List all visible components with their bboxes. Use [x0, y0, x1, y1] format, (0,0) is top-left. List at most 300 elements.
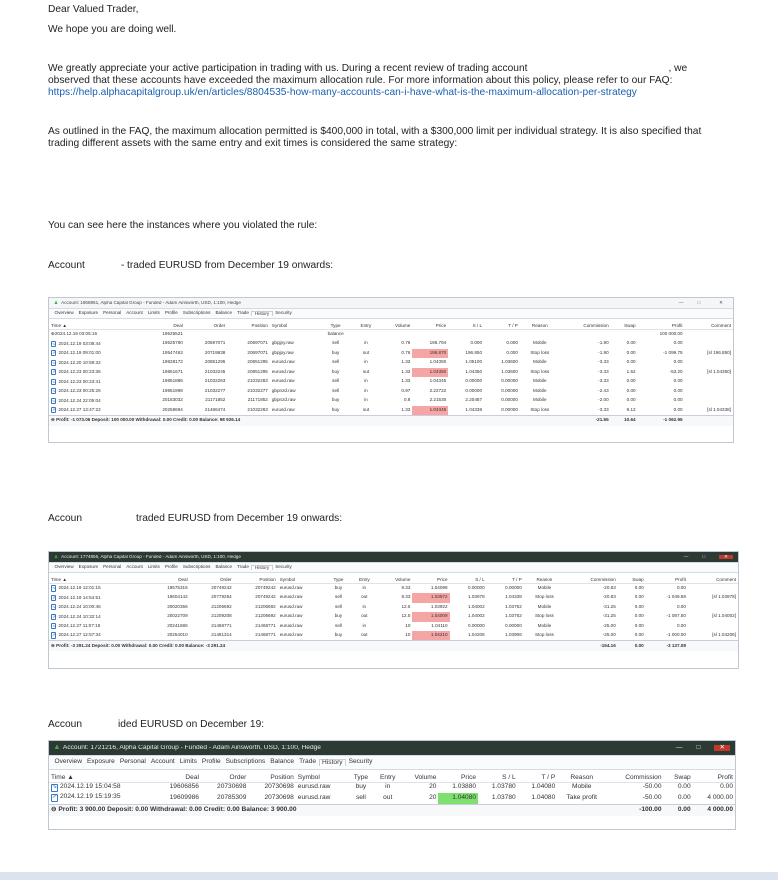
cell-order: 20749242 — [211, 585, 232, 591]
cell-type: sell — [332, 387, 340, 393]
cell-tp: 1.03906 — [505, 632, 522, 638]
cell-profit: -1 000.00 — [666, 632, 686, 638]
summary-swap: 0.00 — [664, 804, 693, 816]
table-row[interactable] — [49, 782, 735, 793]
summary-comment — [685, 415, 733, 426]
minimize-icon[interactable]: — — [678, 299, 684, 305]
table-row[interactable] — [49, 593, 738, 603]
col-header-time[interactable]: Time ▲ — [49, 770, 154, 782]
window-titlebar — [49, 298, 733, 309]
cell-comment — [685, 330, 733, 340]
cell-tp: 1.03600 — [501, 368, 518, 374]
tab-limits[interactable]: Limits — [147, 310, 160, 316]
tab-account[interactable]: Account — [126, 310, 143, 316]
col-header-time[interactable]: Time ▲ — [49, 573, 146, 584]
col-header-profit[interactable]: Profit — [646, 573, 688, 584]
col-header-comment[interactable]: Comment — [685, 319, 733, 330]
tab-account[interactable]: Account — [150, 758, 175, 766]
cell-swap: 0.00 — [634, 622, 644, 628]
cell-commission: -2.43 — [598, 387, 609, 393]
cell-entry: out — [362, 406, 370, 412]
cell-profit: 0.00 — [673, 378, 683, 384]
cell-entry: in — [362, 585, 367, 591]
cell-swap: 0.00 — [626, 359, 636, 365]
col-header-reason[interactable]: Reason — [557, 770, 606, 782]
cell-commission: -25.00 — [602, 622, 616, 628]
summary-profit: -3 137.08 — [646, 641, 688, 652]
tab-personal[interactable]: Personal — [103, 564, 122, 570]
table-row[interactable] — [49, 339, 733, 349]
cell-time — [49, 782, 154, 793]
col-header-time[interactable]: Time ▲ — [49, 319, 142, 330]
col-header-deal[interactable]: Deal — [154, 770, 201, 782]
tab-balance[interactable]: Balance — [215, 310, 233, 316]
window-controls — [679, 301, 728, 306]
cell-type: sell — [335, 622, 342, 628]
cell-position: 20851295 — [247, 359, 268, 365]
cell-position: 21032263 — [247, 406, 268, 412]
tab-overview[interactable]: Overview — [54, 564, 74, 570]
cell-entry: in — [364, 387, 368, 393]
cell-commission — [560, 330, 611, 340]
cell-reason: Mobile — [533, 378, 547, 384]
col-header-volume[interactable]: Volume — [379, 319, 413, 330]
account1-label: Account — [48, 260, 85, 271]
cell-symbol: eurusd.raw — [271, 359, 295, 365]
deal-out-icon: ⇗ — [52, 350, 56, 356]
col-header-sl[interactable]: S / L — [478, 770, 518, 782]
col-header-swap[interactable]: Swap — [664, 770, 693, 782]
cell-entry: out — [383, 793, 393, 801]
cell-sl — [448, 330, 484, 340]
cell-commission: -3.33 — [598, 406, 609, 412]
cell-volume: 0.8 — [403, 397, 411, 403]
col-header-reason[interactable]: Reason — [520, 319, 560, 330]
cell-reason: Mobile — [533, 397, 547, 403]
cell-type: buy — [331, 397, 340, 403]
cell-time-text: 2024.12.27 11:07:16 — [58, 623, 101, 629]
tab-security[interactable]: Security — [275, 310, 292, 316]
cell-price: 1.04098 — [430, 585, 448, 591]
table-row[interactable] — [49, 368, 733, 378]
col-header-tp[interactable]: T / P — [518, 770, 558, 782]
tab-trade[interactable]: Trade — [237, 564, 249, 570]
col-header-tp[interactable]: T / P — [487, 573, 524, 584]
col-header-price[interactable]: Price — [412, 319, 448, 330]
tab-personal[interactable]: Personal — [103, 310, 122, 316]
cell-swap: 0.00 — [677, 783, 691, 791]
cell-deal: 19547463 — [162, 349, 183, 355]
table-row[interactable] — [49, 631, 738, 641]
violations-intro: You can see here the instances where you violated the rule: — [48, 220, 318, 231]
cell-deal: 19851671 — [162, 368, 183, 374]
minimize-icon[interactable]: — — [683, 553, 689, 559]
close-icon[interactable]: ✕ — [714, 745, 730, 752]
cell-time-text: 2024.12.19 15:19:35 — [59, 793, 121, 801]
col-header-order[interactable]: Order — [201, 770, 248, 782]
history-table — [49, 319, 733, 426]
cell-profit: -1 099.75 — [663, 349, 683, 355]
cell-tp: 0.000 — [506, 349, 518, 355]
tab-history[interactable]: History — [251, 311, 272, 317]
table-row[interactable] — [49, 396, 733, 406]
col-header-symbol[interactable]: Symbol — [278, 573, 326, 584]
cell-volume: 0.76 — [401, 349, 411, 355]
tab-subscriptions[interactable]: Subscriptions — [182, 310, 211, 316]
table-row[interactable] — [49, 793, 735, 804]
faq-text-b: trading different assets with the same entry and exit times is considered the same strategy: — [48, 138, 458, 149]
cell-price — [412, 330, 448, 340]
summary-text — [49, 641, 565, 652]
cell-deal: 19525521 — [162, 331, 183, 337]
col-header-comment[interactable]: Comment — [688, 573, 738, 584]
cell-commission: -31.25 — [602, 613, 616, 619]
col-header-commission[interactable]: Commission — [606, 770, 663, 782]
tab-bar — [49, 756, 735, 770]
col-header-type[interactable]: Type — [318, 319, 353, 330]
cell-sl: 1.04002 — [468, 603, 485, 609]
cell-price: 1.03922 — [430, 603, 448, 609]
cell-reason: Mobile — [537, 603, 552, 609]
cell-sl: 1.04002 — [468, 613, 485, 619]
cell-sl: 196.850 — [465, 349, 483, 355]
tab-trade[interactable]: Trade — [299, 758, 317, 766]
col-header-position[interactable]: Position — [227, 319, 270, 330]
cell-commission: -50.00 — [642, 793, 662, 801]
window-title — [54, 301, 679, 306]
tab-exposure[interactable]: Exposure — [86, 758, 115, 766]
cell-comment — [688, 584, 738, 594]
cell-reason: Stop loss — [530, 406, 550, 412]
tab-balance[interactable]: Balance — [215, 564, 233, 570]
cell-entry: out — [362, 368, 370, 374]
deal-in-icon: ⇘ — [52, 623, 56, 629]
col-header-sl[interactable]: S / L — [448, 319, 484, 330]
col-header-volume[interactable]: Volume — [378, 573, 413, 584]
cell-deal: 19851998 — [162, 387, 183, 393]
cell-swap: 0.00 — [626, 387, 636, 393]
tab-subscriptions[interactable]: Subscriptions — [225, 758, 266, 766]
review-text-b: , we — [668, 63, 688, 74]
table-row[interactable] — [49, 377, 733, 387]
cell-entry: in — [364, 340, 368, 346]
cell-position: 20730698 — [264, 793, 294, 801]
col-header-entry[interactable]: Entry — [351, 573, 378, 584]
cell-sl: 1.04338 — [465, 406, 483, 412]
cell-sl: 1.05100 — [465, 359, 483, 365]
cell-entry: out — [361, 594, 368, 600]
summary-swap: 10.64 — [611, 415, 638, 426]
cell-order: 20779264 — [211, 594, 232, 600]
cell-commission: -3.33 — [598, 378, 609, 384]
col-header-deal[interactable]: Deal — [142, 319, 185, 330]
cell-symbol: gbpnzd.raw — [271, 387, 296, 393]
cell-swap: 0.00 — [634, 594, 644, 600]
cell-order: 20851295 — [204, 359, 226, 365]
cell-swap — [611, 330, 638, 340]
table-row[interactable] — [49, 584, 738, 594]
cell-order: 20697071 — [204, 340, 226, 346]
table-row[interactable] — [49, 612, 738, 622]
cell-entry: out — [361, 632, 368, 638]
cell-comment: [sl 1.04338] — [707, 406, 731, 412]
cell-swap: 0.00 — [634, 603, 644, 609]
col-header-position[interactable]: Position — [248, 770, 295, 782]
col-header-order[interactable]: Order — [185, 319, 228, 330]
cell-time — [49, 584, 146, 594]
cell-time-text: 2024.12.20 10:59:32 — [58, 359, 101, 365]
cell-comment: [sl 196.850] — [707, 349, 731, 355]
cell-volume: 0.97 — [401, 387, 411, 393]
col-header-reason[interactable]: Reason — [524, 573, 565, 584]
tab-exposure[interactable]: Exposure — [78, 310, 99, 316]
cell-time-text: 2024.12.19 14:54:51 — [58, 594, 101, 600]
cell-profit: 0.00 — [676, 585, 686, 591]
cell-type: buy — [331, 406, 340, 412]
cell-sl: 0.00000 — [468, 622, 485, 628]
cell-swap: 9.12 — [626, 406, 636, 412]
tab-exposure[interactable]: Exposure — [78, 564, 99, 570]
faq-link[interactable]: https://help.alphacapitalgroup.uk/en/articles/8804535-how-many-accounts-can-i-have-what-is-the-maximum-allocation-per-strategy — [48, 87, 637, 98]
cell-order: 21171852 — [205, 397, 226, 403]
account2-text: traded EURUSD from December 19 onwards: — [135, 513, 343, 524]
balance-icon: ⊕ — [51, 331, 55, 337]
balance-row — [49, 330, 733, 340]
tab-subscriptions[interactable]: Subscriptions — [182, 564, 211, 570]
cell-entry: out — [361, 613, 368, 619]
cell-type: buy — [334, 585, 343, 591]
col-header-commission[interactable]: Commission — [565, 573, 618, 584]
cell-volume: 12.5 — [401, 613, 411, 619]
cell-time-text: 2024.12.19 09:01:00 — [58, 350, 101, 356]
cell-comment: [sl 1.03978] — [712, 594, 736, 600]
cell-entry: in — [364, 359, 368, 365]
cell-order: 20719838 — [204, 349, 226, 355]
cell-time — [49, 631, 146, 641]
cell-time-text: 2024.12.23 00:23:36 — [58, 369, 101, 375]
cell-tp: 0.00000 — [501, 397, 518, 403]
table-header-row — [49, 573, 738, 584]
summary-row — [49, 641, 738, 652]
tab-overview[interactable]: Overview — [54, 310, 74, 316]
cell-deal: 20241686 — [167, 622, 188, 628]
cell-time-text: 2024.12.19 03:05:16 — [54, 331, 98, 337]
cell-position: 20730698 — [264, 783, 294, 791]
tab-profile[interactable]: Profile — [201, 758, 221, 766]
cell-type: sell — [332, 340, 340, 346]
cell-profit: 0.00 — [720, 783, 733, 791]
cell-order: 21468771 — [211, 622, 232, 628]
review-text-c: observed that these accounts have exceeded the maximum allocation rule. For more information about this policy, please refer to our FAQ: — [48, 75, 673, 86]
cell-type: buy — [355, 783, 367, 791]
cell-volume: 1.33 — [401, 359, 411, 365]
tab-security[interactable]: Security — [348, 758, 373, 766]
summary-commission: -100.00 — [606, 804, 663, 816]
cell-position: 20749242 — [255, 594, 276, 600]
close-icon[interactable]: ✕ — [719, 299, 723, 305]
table-row[interactable] — [49, 358, 733, 368]
cell-reason: Stop loss — [534, 632, 554, 638]
col-header-order[interactable]: Order — [190, 573, 234, 584]
cell-comment — [685, 396, 733, 406]
cell-tp: 0.00000 — [505, 622, 522, 628]
cell-price: 1.04009 — [412, 612, 449, 622]
cell-reason: Take profit — [566, 793, 597, 801]
cell-symbol: eurusd.raw — [279, 622, 303, 628]
maximize-icon[interactable]: □ — [702, 553, 706, 559]
col-header-symbol[interactable]: Symbol — [296, 770, 348, 782]
cell-reason: Stop loss — [534, 594, 554, 600]
cell-sl: 1.03780 — [491, 783, 516, 791]
tab-limits[interactable]: Limits — [147, 564, 160, 570]
col-header-swap[interactable]: Swap — [611, 319, 638, 330]
cell-profit: 0.00 — [673, 406, 683, 412]
cell-comment — [685, 377, 733, 387]
minimize-icon[interactable]: — — [675, 743, 683, 751]
cell-tp — [484, 330, 520, 340]
cell-volume: 8.33 — [401, 594, 411, 600]
cell-time — [49, 793, 154, 804]
summary-commission: -154.16 — [565, 641, 618, 652]
cell-profit: -1 049.58 — [666, 594, 686, 600]
col-header-price[interactable]: Price — [412, 573, 449, 584]
account2-label: Accoun — [48, 513, 82, 524]
cell-profit: 0.00 — [676, 622, 686, 628]
cell-profit: 0.00 — [673, 397, 683, 403]
tab-overview[interactable]: Overview — [54, 758, 82, 766]
cell-tp: 1.04080 — [531, 783, 556, 791]
col-header-swap[interactable]: Swap — [618, 573, 646, 584]
cell-profit: 100 000.00 — [659, 331, 683, 337]
account3-label: Accoun — [48, 719, 82, 730]
cell-price: 1.03880 — [452, 783, 477, 791]
cell-time-text: 2024.12.27 13:47:22 — [58, 406, 101, 412]
cell-profit: 4 000.00 — [707, 793, 733, 801]
cell-time — [49, 349, 142, 359]
cell-commission: -20.83 — [602, 594, 616, 600]
cell-type: balance — [327, 331, 344, 337]
cell-position: 21171852 — [247, 397, 268, 403]
tab-limits[interactable]: Limits — [179, 758, 197, 766]
tab-security[interactable]: Security — [275, 564, 292, 570]
cell-volume — [379, 330, 413, 340]
deal-in-icon: ⇘ — [52, 397, 56, 403]
window-titlebar — [49, 741, 735, 756]
cell-time — [49, 406, 142, 416]
deal-out-icon: ⇗ — [52, 794, 57, 801]
cell-entry: in — [362, 603, 367, 609]
cell-price: 1.04345 — [412, 406, 448, 416]
col-header-commission[interactable]: Commission — [560, 319, 611, 330]
paragraph-faq — [48, 126, 768, 150]
cell-comment — [688, 622, 738, 632]
col-header-volume[interactable]: Volume — [401, 770, 438, 782]
cell-price: 1.04080 — [438, 793, 478, 804]
table-row[interactable] — [49, 603, 738, 613]
col-header-type[interactable]: Type — [326, 573, 351, 584]
cell-entry: out — [362, 349, 370, 355]
cell-time-text: 2024.12.19 03:08:44 — [58, 340, 101, 346]
table-row[interactable] — [49, 622, 738, 632]
col-header-entry[interactable]: Entry — [353, 319, 379, 330]
tab-history[interactable]: History — [319, 759, 347, 767]
col-header-deal[interactable]: Deal — [146, 573, 190, 584]
cell-price: 2.21530 — [429, 397, 447, 403]
cell-symbol: eurusd.raw — [297, 783, 331, 791]
col-header-symbol[interactable]: Symbol — [270, 319, 318, 330]
cell-time-text: 2024.12.19 15:04:58 — [59, 782, 121, 790]
tab-personal[interactable]: Personal — [119, 758, 146, 766]
tab-profile[interactable]: Profile — [164, 310, 178, 316]
cell-symbol: eurusd.raw — [279, 594, 303, 600]
tab-history[interactable]: History — [251, 565, 272, 571]
cell-entry: in — [362, 622, 367, 628]
cell-reason: Mobile — [537, 622, 552, 628]
summary-text — [49, 415, 560, 426]
col-header-profit[interactable]: Profit — [693, 770, 735, 782]
cell-volume: 10 — [405, 632, 411, 638]
cell-profit: -53.20 — [669, 368, 683, 374]
col-header-entry[interactable]: Entry — [374, 770, 402, 782]
cell-time-text: 2024.12.23 00:25:26 — [58, 388, 101, 394]
col-header-sl[interactable]: S / L — [450, 573, 487, 584]
cell-reason: Stop loss — [534, 613, 554, 619]
faq-text-a: As outlined in the FAQ, the maximum allocation permitted is $400,000 in total, with a $300,000 limit per individual strategy. It is also specified that — [48, 126, 702, 137]
col-header-type[interactable]: Type — [348, 770, 374, 782]
deal-in-icon: ⇘ — [52, 340, 56, 346]
cell-order: 20730698 — [217, 783, 247, 791]
cell-time-text: 2024.12.24 10:00:46 — [58, 604, 101, 610]
cell-time — [49, 396, 142, 406]
person-icon: ♟ — [54, 554, 59, 559]
table-header-row — [49, 319, 733, 330]
table-row[interactable] — [49, 349, 733, 359]
table-row[interactable] — [49, 387, 733, 397]
tab-profile[interactable]: Profile — [164, 564, 178, 570]
cell-deal: 19575315 — [167, 585, 188, 591]
deal-out-icon: ⇗ — [52, 369, 56, 375]
tab-balance[interactable]: Balance — [270, 758, 295, 766]
col-header-tp[interactable]: T / P — [484, 319, 520, 330]
tab-bar — [49, 309, 733, 319]
summary-icon: ⊖ — [51, 417, 57, 423]
cell-volume: 8.33 — [401, 585, 411, 591]
cell-price: 1.04345 — [429, 378, 447, 384]
col-header-price[interactable]: Price — [438, 770, 478, 782]
cell-type: sell — [332, 378, 340, 384]
cell-order: 21032277 — [204, 387, 226, 393]
cell-price: 1.03972 — [412, 593, 449, 603]
summary-values: Profit: 3 900.00 Deposit: 0.00 Withdrawal: 0.00 Credit: 0.00 Balance: 3 900.00 — [58, 805, 297, 813]
cell-type: sell — [332, 359, 340, 365]
cell-volume: 0.76 — [401, 340, 411, 346]
cell-position: 20851295 — [247, 368, 268, 374]
col-header-profit[interactable]: Profit — [638, 319, 685, 330]
maximize-icon[interactable]: □ — [696, 743, 701, 751]
col-header-position[interactable]: Position — [234, 573, 278, 584]
cell-entry — [353, 330, 379, 340]
tab-account[interactable]: Account — [126, 564, 143, 570]
cell-swap: 1.52 — [626, 368, 636, 374]
maximize-icon[interactable]: □ — [697, 299, 701, 305]
cell-tp: 1.03600 — [501, 359, 518, 365]
account2-caption — [48, 513, 342, 525]
table-row[interactable] — [49, 406, 733, 416]
close-icon[interactable]: ✕ — [719, 555, 733, 560]
cell-sl: 1.03978 — [468, 594, 485, 600]
tab-trade[interactable]: Trade — [237, 310, 249, 316]
cell-time-text: 2024.12.24 10:32:14 — [58, 613, 101, 619]
